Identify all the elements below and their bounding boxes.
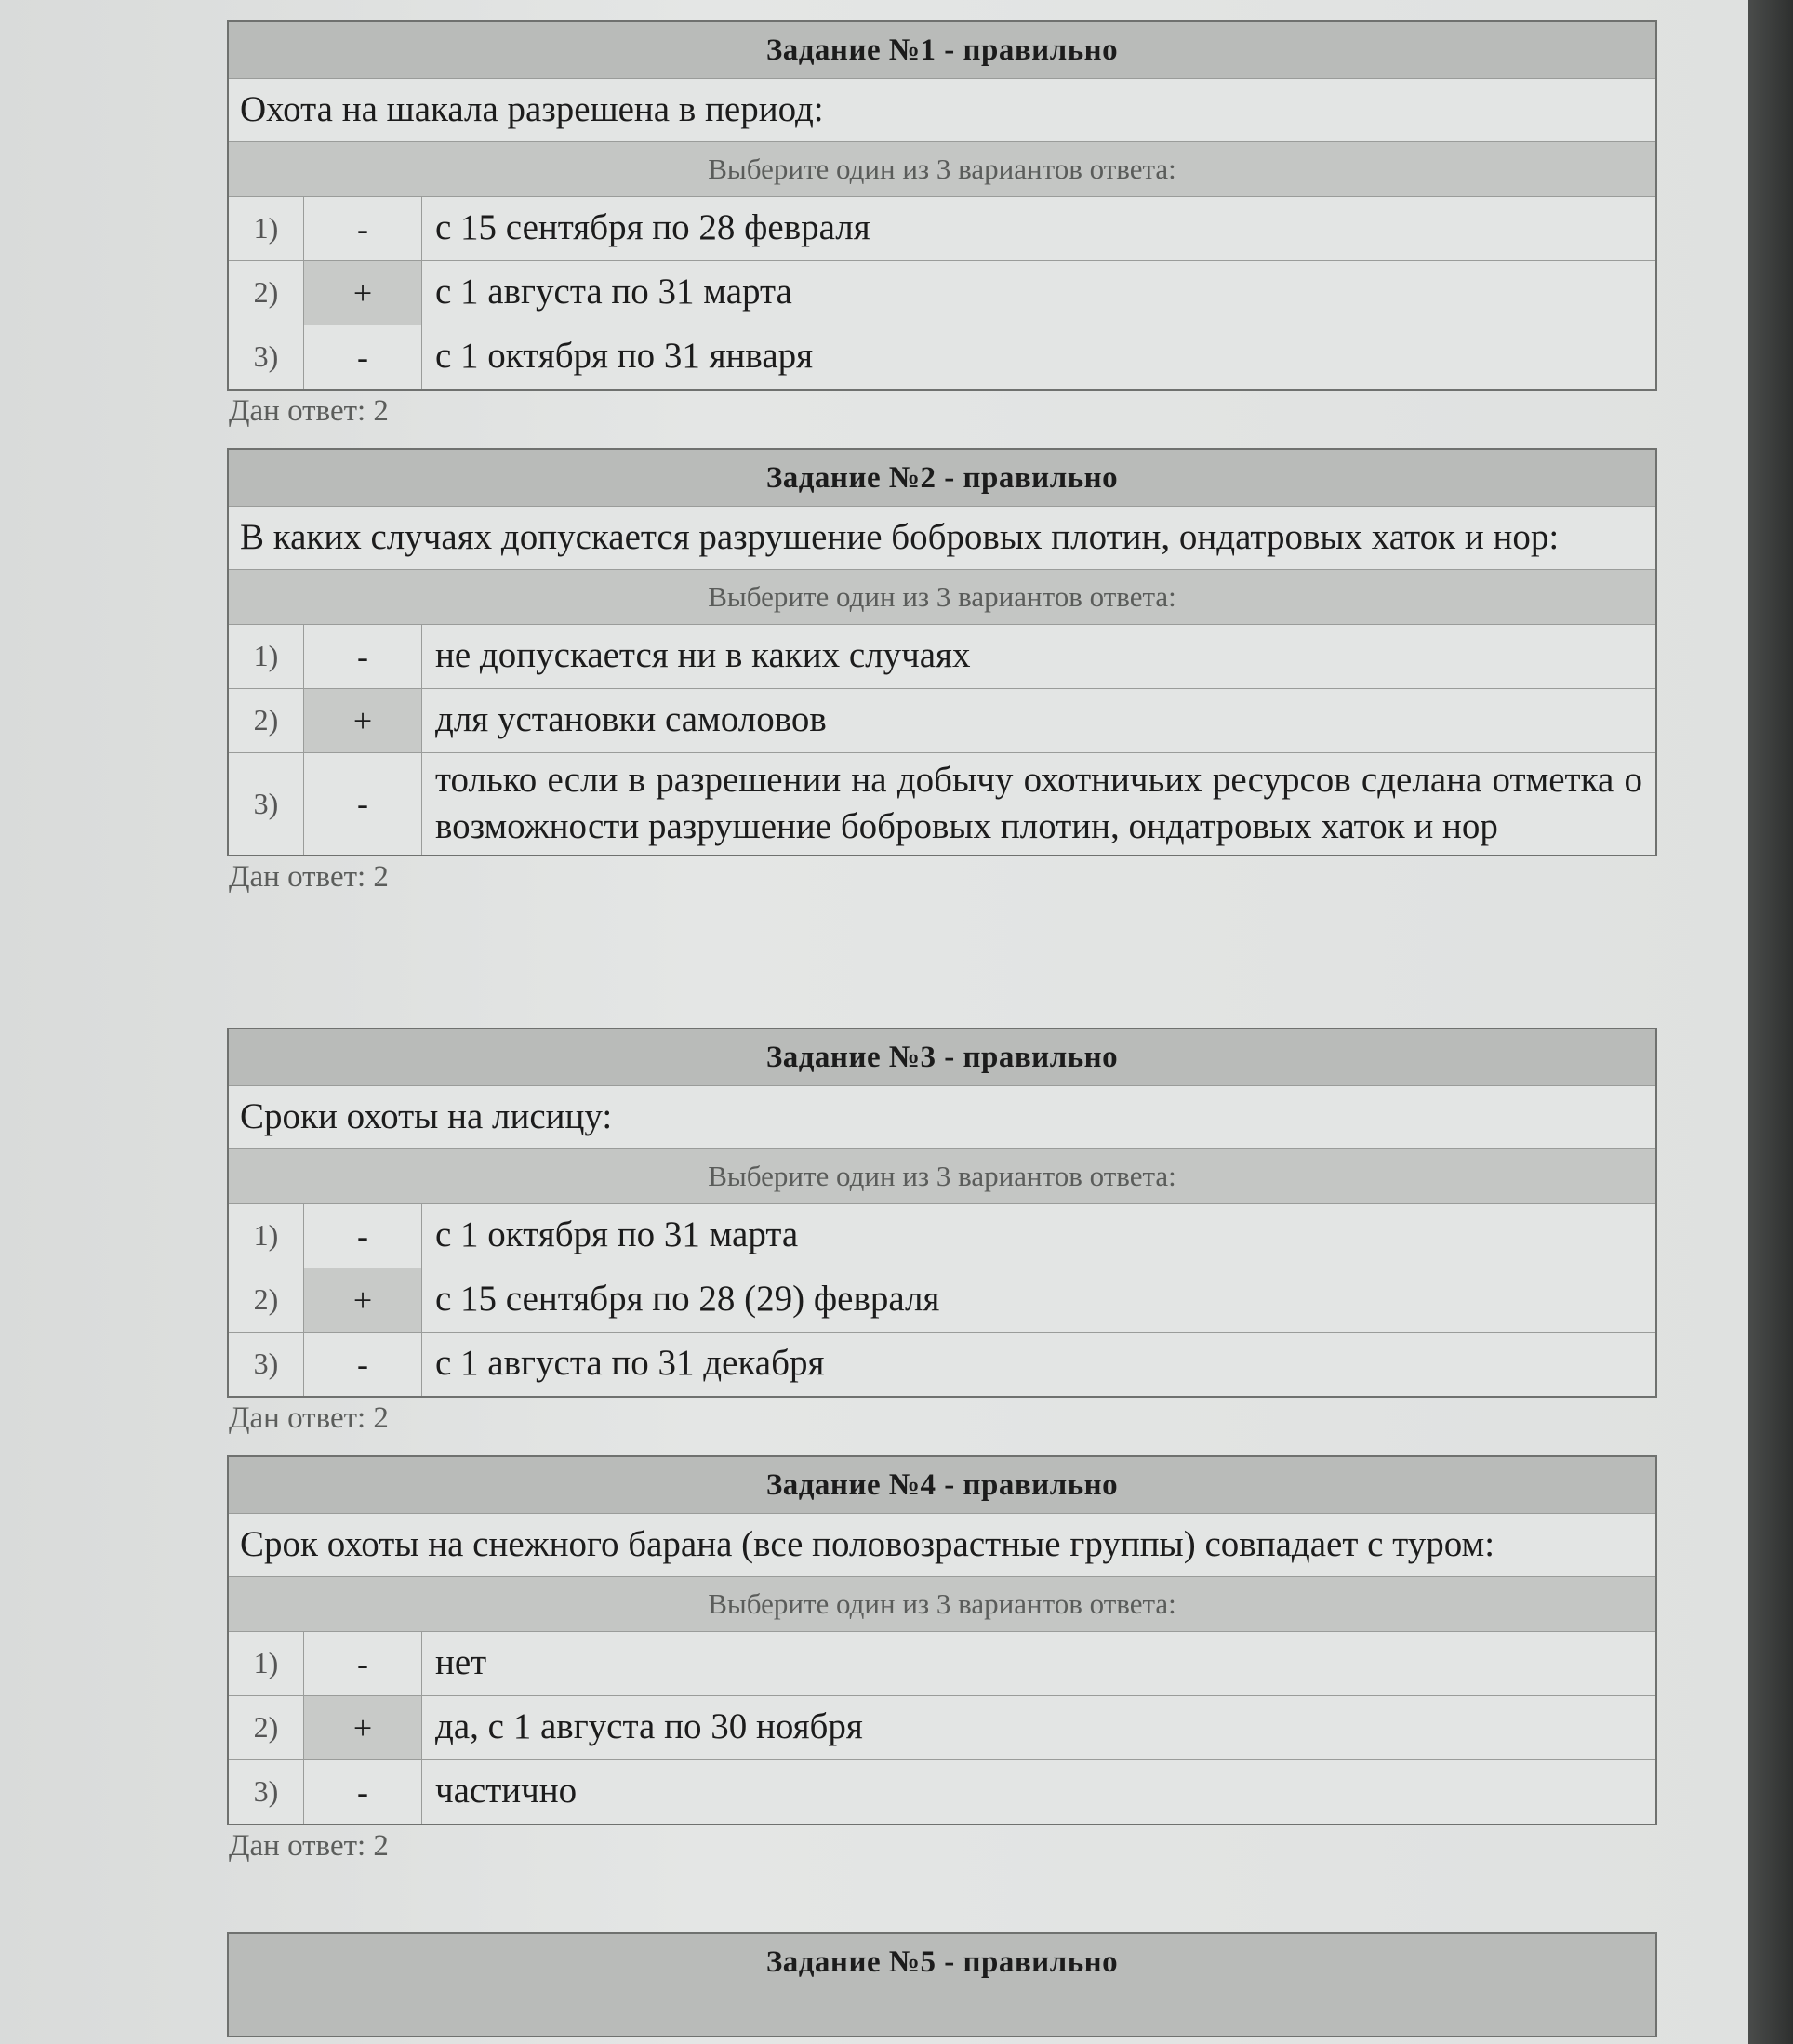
option-number: 3) [228, 1332, 304, 1397]
option-number: 1) [228, 624, 304, 688]
task-table-5 [227, 1932, 1657, 2037]
task-block-3 [227, 1028, 1657, 1436]
task-table-1 [227, 20, 1657, 391]
option-row [228, 752, 1656, 856]
question-text: Срок охоты на снежного барана (все половозрастные группы) совпадает с туром: [228, 1514, 1656, 1577]
option-mark: - [304, 1203, 422, 1268]
option-number: 3) [228, 1759, 304, 1825]
option-mark: + [304, 260, 422, 325]
option-row [228, 688, 1656, 752]
option-row [228, 1631, 1656, 1695]
option-mark: - [304, 325, 422, 390]
option-mark: - [304, 752, 422, 856]
option-mark: - [304, 1631, 422, 1695]
given-answer: Дан ответ: 2 [229, 393, 389, 428]
option-row [228, 325, 1656, 390]
task-table-3 [227, 1028, 1657, 1398]
option-text: с 1 августа по 31 марта [422, 260, 1657, 325]
option-text: частично [422, 1759, 1657, 1825]
option-number: 3) [228, 325, 304, 390]
option-number: 1) [228, 1631, 304, 1695]
option-text: с 1 августа по 31 декабря [422, 1332, 1657, 1397]
option-text: с 15 сентября по 28 (29) февраля [422, 1268, 1657, 1332]
instruction-text: Выберите один из 3 вариантов ответа: [228, 569, 1656, 624]
given-answer: Дан ответ: 2 [229, 1828, 389, 1863]
question-text: В каких случаях допускается разрушение бобровых плотин, ондатровых хаток и нор: [228, 507, 1656, 570]
task-header: Задание №5 - правильно [228, 1933, 1656, 2037]
task-table-4 [227, 1455, 1657, 1825]
option-mark: + [304, 1268, 422, 1332]
option-number: 2) [228, 1695, 304, 1759]
option-text: для установки самоловов [422, 688, 1657, 752]
option-text: нет [422, 1631, 1657, 1695]
option-text: с 15 сентября по 28 февраля [422, 196, 1657, 260]
option-mark: - [304, 196, 422, 260]
option-number: 2) [228, 688, 304, 752]
question-text: Сроки охоты на лисицу: [228, 1086, 1656, 1149]
option-row [228, 1759, 1656, 1825]
task-block-1 [227, 20, 1657, 429]
instruction-text: Выберите один из 3 вариантов ответа: [228, 1576, 1656, 1631]
option-mark: - [304, 624, 422, 688]
option-number: 2) [228, 260, 304, 325]
option-row [228, 1268, 1656, 1332]
option-row [228, 260, 1656, 325]
option-mark: + [304, 688, 422, 752]
option-row [228, 624, 1656, 688]
task-block-4 [227, 1455, 1657, 1864]
option-row [228, 1332, 1656, 1397]
option-number: 1) [228, 1203, 304, 1268]
option-number: 3) [228, 752, 304, 856]
option-row [228, 1203, 1656, 1268]
task-block-2 [227, 448, 1657, 895]
option-text: с 1 октября по 31 января [422, 325, 1657, 390]
question-text: Охота на шакала разрешена в период: [228, 79, 1656, 142]
given-answer: Дан ответ: 2 [229, 860, 389, 895]
option-text: не допускается ни в каких случаях [422, 624, 1657, 688]
option-number: 1) [228, 196, 304, 260]
option-mark: + [304, 1695, 422, 1759]
task-header: Задание №3 - правильно [228, 1029, 1656, 1086]
option-row [228, 1695, 1656, 1759]
page-edge [1748, 0, 1793, 2044]
option-text: только если в разрешении на добычу охотничьих ресурсов сделана отметка о возможности разрушение бобровых плотин, ондатровых хаток и нор [422, 752, 1657, 856]
instruction-text: Выберите один из 3 вариантов ответа: [228, 141, 1656, 196]
task-block-5 [227, 1932, 1657, 2037]
task-header: Задание №4 - правильно [228, 1456, 1656, 1514]
option-mark: - [304, 1332, 422, 1397]
option-row [228, 196, 1656, 260]
task-table-2 [227, 448, 1657, 856]
option-text: да, с 1 августа по 30 ноября [422, 1695, 1657, 1759]
given-answer: Дан ответ: 2 [229, 1400, 389, 1435]
task-header: Задание №2 - правильно [228, 449, 1656, 507]
option-text: с 1 октября по 31 марта [422, 1203, 1657, 1268]
task-header: Задание №1 - правильно [228, 21, 1656, 79]
option-mark: - [304, 1759, 422, 1825]
option-number: 2) [228, 1268, 304, 1332]
instruction-text: Выберите один из 3 вариантов ответа: [228, 1148, 1656, 1203]
